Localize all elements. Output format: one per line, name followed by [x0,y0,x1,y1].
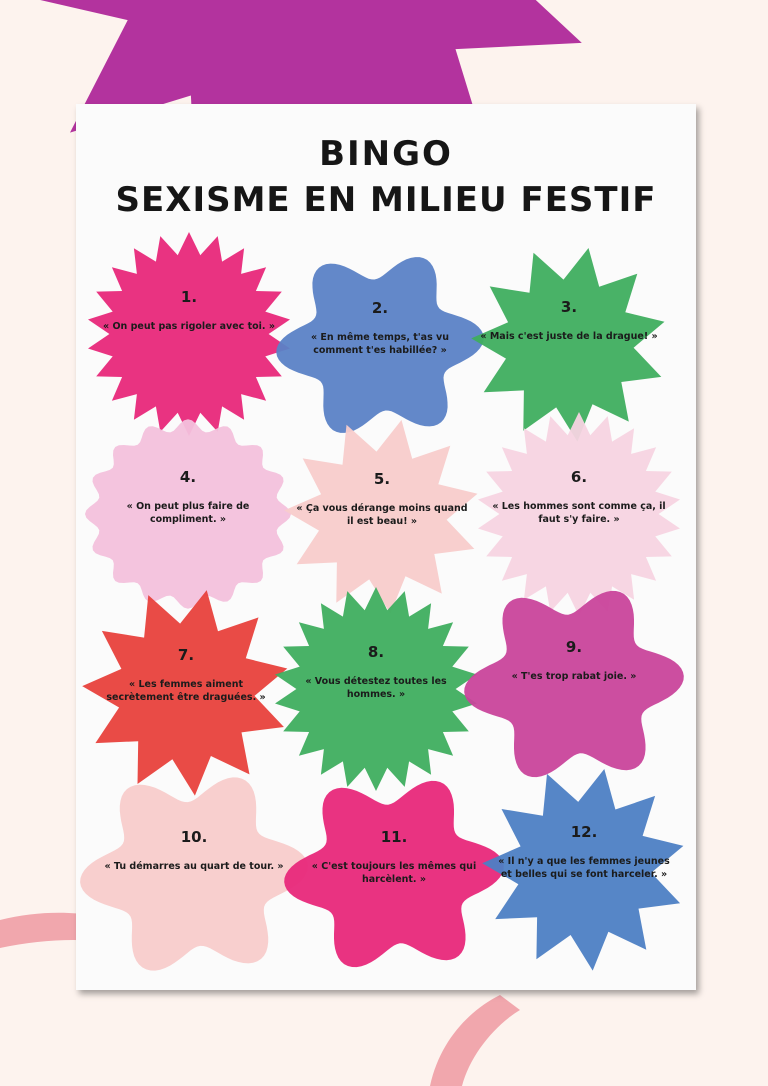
cell-quote: « Vous détestez toutes les hommes. » [305,676,447,700]
cell-quote: « En même temps, t'as vu comment t'es habillée? » [310,332,450,356]
bingo-cell-8 [286,643,466,701]
bingo-cell-6 [489,468,669,526]
cell-quote: « Ça vous dérange moins quand il est beau! » [296,503,468,527]
pink-ribbon-bottom [430,995,520,1086]
bingo-cell-2 [290,299,470,357]
cell-quote: « On peut plus faire de compliment. » [126,501,250,525]
cell-quote: « On peut pas rigoler avec toi. » [103,321,275,332]
cell-quote: « T'es trop rabat joie. » [511,671,637,682]
cell-quote: « Il n'y a que les femmes jeunes et belles qui se font harceler. » [498,856,670,880]
cell-quote: « Mais c'est juste de la drague! » [480,331,658,342]
cell-number: 9. [565,638,583,656]
bingo-cell-10 [104,828,284,873]
cell-number: 12. [570,823,598,841]
bingo-cell-5 [292,470,472,528]
bingo-cell-4 [98,468,278,526]
cell-number: 1. [180,288,198,306]
cell-quote: « Tu démarres au quart de tour. » [104,861,284,872]
bingo-sheet [76,104,696,990]
cell-shape-starburst [88,232,290,436]
cell-number: 11. [380,828,408,846]
cell-number: 6. [570,468,588,486]
cell-number: 3. [560,298,578,316]
cell-number: 4. [179,468,197,486]
cell-quote: « C'est toujours les mêmes qui harcèlent. » [311,861,477,885]
bingo-cell-7 [96,646,276,704]
title-subtitle: SEXISME EN MILIEU FESTIF [115,180,657,220]
bingo-cell-12 [494,823,674,881]
cell-shape-star [471,248,664,442]
bingo-cell-3 [479,298,659,343]
bingo-cell-1 [99,288,279,333]
bingo-cell-9 [484,638,664,683]
cell-number: 7. [177,646,195,664]
cell-number: 5. [373,470,391,488]
cell-shape-flower [80,777,308,970]
cell-quote: « Les femmes aiment secrètement être draguées. » [106,679,266,703]
cell-number: 8. [367,643,385,661]
cell-number: 10. [180,828,208,846]
bingo-cell-11 [304,828,484,886]
cell-number: 2. [371,299,389,317]
cell-quote: « Les hommes sont comme ça, il faut s'y faire. » [492,501,666,525]
title-bingo: BINGO [319,134,453,174]
cell-shape-flower [464,591,684,777]
